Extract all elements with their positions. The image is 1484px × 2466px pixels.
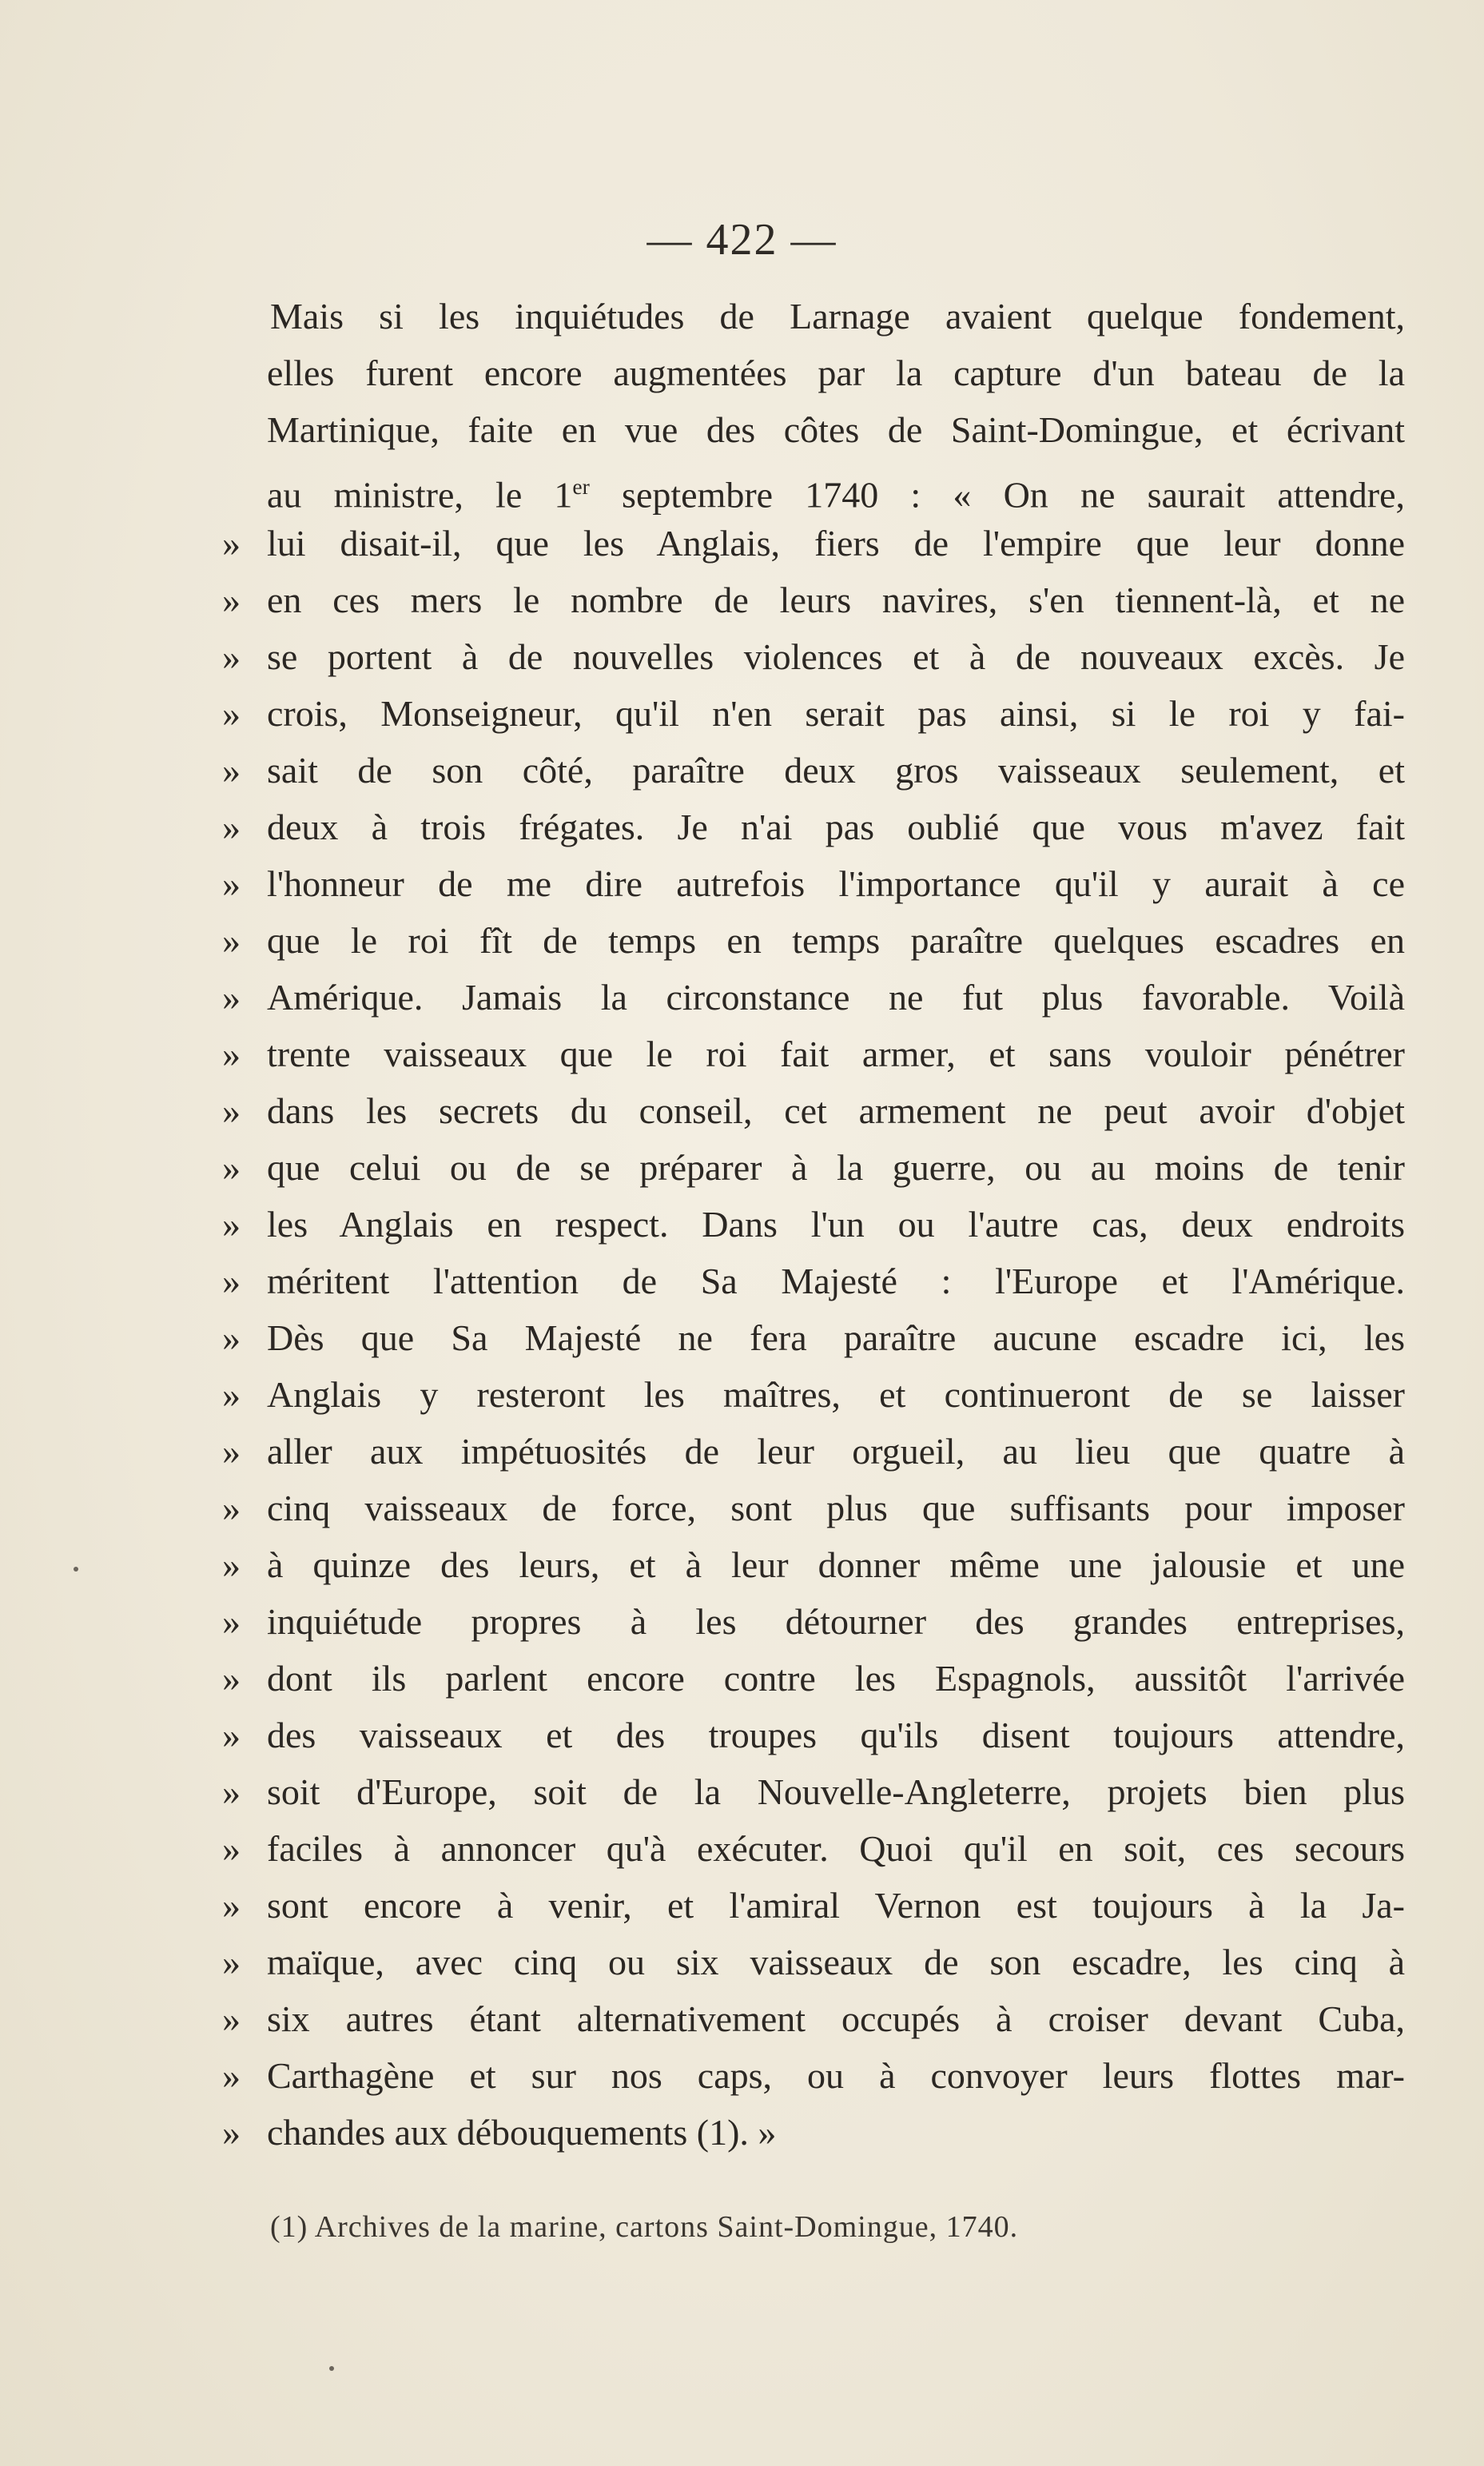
text-line	[222, 458, 1405, 515]
quote-continuation-mark: »	[222, 523, 241, 564]
body-paragraph	[222, 288, 1405, 2161]
text-line	[222, 855, 1405, 912]
line-text: Anglais y resteront les maîtres, et continueront de se laisser	[267, 1374, 1405, 1415]
text-line	[222, 1990, 1405, 2047]
line-text: que celui ou de se préparer à la guerre, ou au moins de tenir	[267, 1147, 1405, 1188]
text-line	[222, 1820, 1405, 1877]
line-text: méritent l'attention de Sa Majesté : l'Europe et l'Amérique.	[267, 1261, 1405, 1301]
line-text: l'honneur de me dire autrefois l'importance qu'il y aurait à ce	[267, 863, 1405, 904]
line-text: aller aux impétuosités de leur orgueil, au lieu que quatre à	[267, 1431, 1405, 1472]
quote-continuation-mark: »	[222, 750, 241, 791]
line-text: Martinique, faite en vue des côtes de Saint-Domingue, et écrivant	[267, 409, 1405, 450]
line-text: Mais si les inquiétudes de Larnage avaient quelque fondement,	[270, 296, 1405, 337]
quote-continuation-mark: »	[222, 1090, 241, 1131]
line-text: se portent à de nouvelles violences et à de nouveaux excès. Je	[267, 636, 1405, 677]
quote-continuation-mark: »	[222, 1034, 241, 1074]
text-line	[222, 572, 1405, 628]
line-text: au ministre, le 1er septembre 1740 : « On ne saurait attendre,	[267, 474, 1405, 515]
text-line	[222, 401, 1405, 458]
line-text: dans les secrets du conseil, cet armement ne peut avoir d'objet	[267, 1090, 1405, 1131]
text-line	[222, 1139, 1405, 1196]
quote-continuation-mark: »	[222, 2112, 241, 2153]
quote-continuation-mark: »	[222, 693, 241, 734]
line-text: soit d'Europe, soit de la Nouvelle-Angleterre, projets bien plus	[267, 1771, 1405, 1812]
line-text: cinq vaisseaux de force, sont plus que suffisants pour imposer	[267, 1488, 1405, 1528]
line-text: trente vaisseaux que le roi fait armer, et sans vouloir pénétrer	[267, 1034, 1405, 1074]
text-line	[222, 1536, 1405, 1593]
quote-continuation-mark: »	[222, 1374, 241, 1415]
line-text: elles furent encore augmentées par la capture d'un bateau de la	[267, 353, 1405, 393]
quote-continuation-mark: »	[222, 1885, 241, 1926]
line-text: sait de son côté, paraître deux gros vaisseaux seulement, et	[267, 750, 1405, 791]
line-text: six autres étant alternativement occupés à croiser devant Cuba,	[267, 1998, 1405, 2039]
quote-continuation-mark: »	[222, 863, 241, 904]
quote-continuation-mark	[222, 345, 267, 401]
quote-continuation-mark: »	[222, 1601, 241, 1642]
quote-continuation-mark	[222, 458, 267, 515]
line-text: des vaisseaux et des troupes qu'ils disent toujours attendre,	[267, 1715, 1405, 1755]
text-line	[222, 288, 1405, 345]
line-text: Carthagène et sur nos caps, ou à convoyer leurs flottes mar-	[267, 2055, 1405, 2096]
text-line	[222, 1082, 1405, 1139]
quote-continuation-mark: »	[222, 1317, 241, 1358]
text-line	[222, 1480, 1405, 1536]
text-line	[222, 628, 1405, 685]
quote-continuation-mark: »	[222, 977, 241, 1018]
text-line	[222, 799, 1405, 855]
quote-continuation-mark: »	[222, 1147, 241, 1188]
line-text: chandes aux débouquements (1). »	[267, 2112, 777, 2153]
quote-continuation-mark: »	[222, 580, 241, 620]
line-text: sont encore à venir, et l'amiral Vernon est toujours à la Ja-	[267, 1885, 1405, 1926]
line-text: dont ils parlent encore contre les Espagnols, aussitôt l'arrivée	[267, 1658, 1405, 1699]
text-line	[222, 1934, 1405, 1990]
text-line	[222, 912, 1405, 969]
text-line	[222, 345, 1405, 401]
quote-continuation-mark: »	[222, 1828, 241, 1869]
text-line	[222, 685, 1405, 742]
paper-speck	[74, 1567, 78, 1572]
footnote: (1) Archives de la marine, cartons Saint-Domingue, 1740.	[270, 2210, 1019, 2244]
line-text: lui disait-il, que les Anglais, fiers de l'empire que leur donne	[267, 523, 1405, 564]
text-line	[222, 1196, 1405, 1253]
line-text: crois, Monseigneur, qu'il n'en serait pas ainsi, si le roi y fai-	[267, 693, 1405, 734]
text-line	[222, 1026, 1405, 1082]
text-line	[222, 515, 1405, 572]
quote-continuation-mark: »	[222, 1942, 241, 1982]
line-text: Dès que Sa Majesté ne fera paraître aucune escadre ici, les	[267, 1317, 1405, 1358]
text-line	[222, 2104, 1405, 2161]
text-line	[222, 969, 1405, 1026]
quote-continuation-mark: »	[222, 1488, 241, 1528]
quote-continuation-mark: »	[222, 920, 241, 961]
text-line	[222, 1707, 1405, 1763]
quote-continuation-mark: »	[222, 1544, 241, 1585]
quote-continuation-mark	[222, 401, 267, 458]
text-line	[222, 1309, 1405, 1366]
text-line	[222, 1253, 1405, 1309]
text-line	[222, 1593, 1405, 1650]
line-text: deux à trois frégates. Je n'ai pas oublié que vous m'avez fait	[267, 807, 1405, 847]
quote-continuation-mark: »	[222, 1431, 241, 1472]
quote-continuation-mark: »	[222, 1998, 241, 2039]
quote-continuation-mark: »	[222, 1658, 241, 1699]
quote-continuation-mark: »	[222, 2055, 241, 2096]
quote-continuation-mark: »	[222, 1771, 241, 1812]
line-text: inquiétude propres à les détourner des grandes entreprises,	[267, 1601, 1405, 1642]
text-line	[222, 1650, 1405, 1707]
text-line	[222, 742, 1405, 799]
line-text: Amérique. Jamais la circonstance ne fut plus favorable. Voilà	[267, 977, 1405, 1018]
quote-continuation-mark: »	[222, 1261, 241, 1301]
line-text: faciles à annoncer qu'à exécuter. Quoi qu'il en soit, ces secours	[267, 1828, 1405, 1869]
paper-speck	[329, 2366, 334, 2371]
text-line	[222, 1423, 1405, 1480]
text-line	[222, 1763, 1405, 1820]
quote-continuation-mark: »	[222, 1715, 241, 1755]
line-text: maïque, avec cinq ou six vaisseaux de son escadre, les cinq à	[267, 1942, 1405, 1982]
text-line	[222, 1366, 1405, 1423]
text-line	[222, 1877, 1405, 1934]
quote-continuation-mark: »	[222, 807, 241, 847]
text-line	[222, 2047, 1405, 2104]
quote-continuation-mark: »	[222, 1204, 241, 1245]
quote-continuation-mark: »	[222, 636, 241, 677]
line-text: à quinze des leurs, et à leur donner même une jalousie et une	[267, 1544, 1405, 1585]
line-text: en ces mers le nombre de leurs navires, s'en tiennent-là, et ne	[267, 580, 1405, 620]
page-number: — 422 —	[647, 215, 837, 265]
line-text: les Anglais en respect. Dans l'un ou l'autre cas, deux endroits	[267, 1204, 1405, 1245]
line-text: que le roi fît de temps en temps paraître quelques escadres en	[267, 920, 1405, 961]
